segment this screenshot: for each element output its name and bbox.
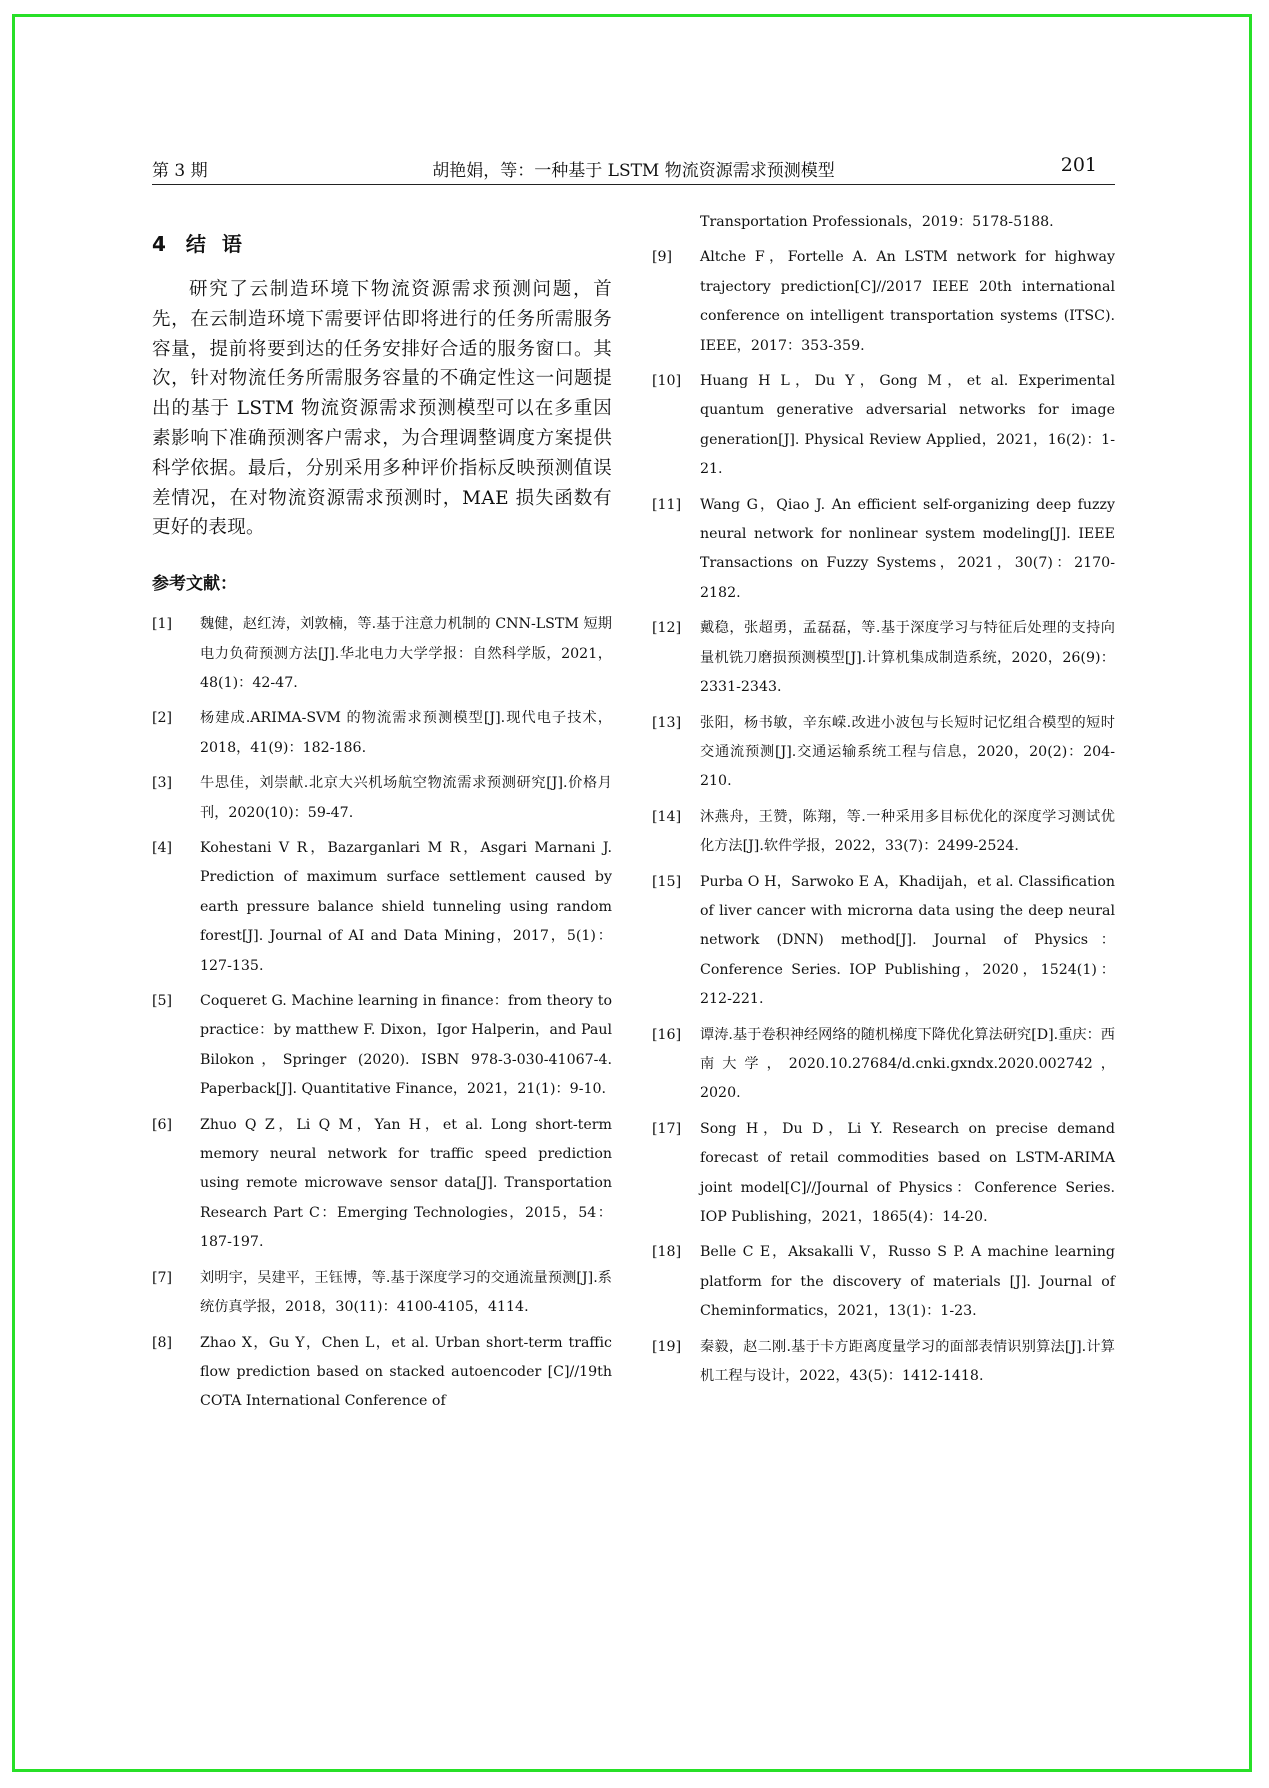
running-title: 胡艳娟，等：一种基于 LSTM 物流资源需求预测模型	[432, 161, 835, 181]
reference-text: 张阳，杨书敏，辛东嵘.改进小波包与长短时记忆组合模型的短时交通流预测[J].交通运输系统工程与信息，2020，20(2)：204-210.	[700, 714, 1115, 790]
reference-text: Zhuo Q Z，Li Q M，Yan H，et al. Long short-term memory neural network for traffic speed prediction using remote microwave sensor data[J]. Transportation Research Part C：Emerging Technologies，2015，54：187-197.	[200, 1116, 612, 1251]
reference-8-continued: Transportation Professionals，2019：5178-5188.	[700, 214, 1054, 230]
reference-item	[652, 491, 1115, 609]
running-header	[152, 150, 1115, 185]
reference-number: [12]	[652, 620, 682, 637]
reference-item	[652, 709, 1115, 797]
reference-text: 魏健，赵红涛，刘敦楠，等.基于注意力机制的 CNN-LSTM 短期电力负荷预测方法[J].华北电力大学学报：自然科学版，2021，48(1)：42-47.	[200, 616, 612, 691]
section-heading	[152, 228, 612, 257]
reference-item	[652, 868, 1115, 1015]
reference-number: [15]	[652, 873, 682, 890]
reference-text: Zhao X，Gu Y，Chen L，et al. Urban short-term traffic flow prediction based on stacked autoencoder [C]//19th COTA International Conference of	[200, 1334, 612, 1410]
reference-text: Purba O H，Sarwoko E A，Khadijah，et al. Classification of liver cancer with microrna data using the deep neural network (DNN) method[J]. Journal of Physics：Conference Series. IOP Publishing，2020，1524(1)：212-221.	[700, 873, 1115, 1008]
issue-number: 第 3 期	[152, 161, 208, 181]
references-list-left	[152, 610, 612, 1417]
references-heading: 参考文献：	[152, 574, 237, 595]
reference-item	[652, 1238, 1115, 1326]
reference-number: [8]	[152, 1334, 173, 1351]
reference-text: 杨建成.ARIMA-SVM 的物流需求预测模型[J].现代电子技术，2018，41(9)：182-186.	[200, 710, 612, 756]
reference-item	[152, 704, 612, 763]
conclusion-paragraph: 研究了云制造环境下物流资源需求预测问题，首先，在云制造环境下需要评估即将进行的任务所需服务容量，提前将要到达的任务安排好合适的服务窗口。其次，针对物流任务所需服务容量的不确定性这一问题提出的基于 LSTM 物流资源需求预测模型可以在多重因素影响下准确预测客户需求，为合理调整调度方案提供科学依据。最后，分别采用多种评价指标反映预测值误差情况，在对物流资源需求预测时，MAE 损失函数有更好的表现。	[152, 279, 612, 539]
reference-item	[152, 1111, 612, 1258]
reference-text: 谭涛.基于卷积神经网络的随机梯度下降优化算法研究[D].重庆：西南大学，2020.10.27684/d.cnki.gxndx.2020.002742，2020.	[700, 1026, 1115, 1102]
reference-number: [16]	[652, 1026, 682, 1043]
reference-text: Coqueret G. Machine learning in finance：from theory to practice：by matthew F. Dixon，Igor Halperin，and Paul Bilokon，Springer (2020). ISBN 978-3-030-41067-4. Paperback[J]. Quantitative Finance，2021，21(1)：9-10.	[200, 993, 612, 1098]
page-number: 201	[1060, 154, 1097, 176]
reference-number: [19]	[652, 1338, 682, 1355]
reference-text: 牛思佳，刘崇献.北京大兴机场航空物流需求预测研究[J].价格月刊，2020(10)：59-47.	[200, 775, 612, 821]
reference-number: [11]	[652, 496, 682, 513]
right-column	[652, 208, 1115, 1397]
reference-number: [13]	[652, 714, 682, 731]
reference-item	[152, 834, 612, 981]
reference-text: 刘明宇，吴建平，王钰博，等.基于深度学习的交通流量预测[J].系统仿真学报，2018，30(11)：4100-4105，4114.	[200, 1269, 612, 1316]
section-title-char-2: 语	[221, 232, 244, 256]
section-number: 4	[152, 232, 168, 256]
reference-number: [6]	[152, 1116, 173, 1133]
reference-number: [17]	[652, 1120, 682, 1137]
reference-item	[652, 367, 1115, 485]
left-column	[152, 224, 612, 1423]
reference-text: Wang G，Qiao J. An efficient self-organizing deep fuzzy neural network for nonlinear system modeling[J]. IEEE Transactions on Fuzzy Systems，2021，30(7)：2170-2182.	[700, 496, 1115, 601]
reference-item	[652, 614, 1115, 702]
reference-number: [10]	[652, 373, 682, 390]
reference-number: [3]	[152, 775, 173, 792]
reference-number: [1]	[152, 616, 173, 633]
reference-item	[152, 610, 612, 698]
section-title-char-1: 结	[185, 232, 208, 256]
reference-text: 戴稳，张超勇，孟磊磊，等.基于深度学习与特征后处理的支持向量机铣刀磨损预测模型[J].计算机集成制造系统，2020，26(9)：2331-2343.	[700, 620, 1115, 696]
reference-number: [9]	[652, 249, 673, 266]
reference-item	[652, 1115, 1115, 1233]
reference-number: [4]	[152, 840, 173, 857]
reference-text: 沐燕舟，王赞，陈翔，等.一种采用多目标优化的深度学习测试优化方法[J].软件学报，2022，33(7)：2499-2524.	[700, 808, 1115, 855]
references-list-right	[652, 243, 1115, 1391]
reference-number: [18]	[652, 1244, 682, 1261]
reference-item	[652, 803, 1115, 862]
reference-text: 秦毅，赵二刚.基于卡方距离度量学习的面部表情识别算法[J].计算机工程与设计，2022，43(5)：1412-1418.	[700, 1338, 1115, 1385]
reference-item	[152, 1329, 612, 1417]
reference-item	[652, 1021, 1115, 1109]
reference-item	[152, 769, 612, 828]
reference-number: [14]	[652, 808, 682, 825]
reference-text: Song H，Du D，Li Y. Research on precise demand forecast of retail commodities based on LSTM-ARIMA joint model[C]//Journal of Physics：Conference Series. IOP Publishing，2021，1865(4)：14-20.	[700, 1120, 1115, 1225]
reference-item	[152, 1264, 612, 1323]
reference-item	[152, 987, 612, 1105]
reference-item	[652, 243, 1115, 361]
reference-number: [7]	[152, 1269, 173, 1286]
reference-text: Huang H L，Du Y，Gong M，et al. Experimental quantum generative adversarial networks for image generation[J]. Physical Review Applied，2021，16(2)：1-21.	[700, 373, 1115, 478]
reference-text: Kohestani V R，Bazarganlari M R，Asgari Marnani J. Prediction of maximum surface settlement caused by earth pressure balance shield tunneling using random forest[J]. Journal of AI and Data Mining，2017，5(1)：127-135.	[200, 840, 612, 974]
reference-item	[652, 1333, 1115, 1392]
reference-number: [5]	[152, 993, 173, 1010]
reference-text: Belle C E，Aksakalli V，Russo S P. A machine learning platform for the discovery of materials [J]. Journal of Cheminformatics，2021，13(1)：1-23.	[700, 1244, 1115, 1320]
reference-text: Altche F，Fortelle A. An LSTM network for highway trajectory prediction[C]//2017 IEEE 20th international conference on intelligent transportation systems (ITSC). IEEE，2017：353-359.	[700, 249, 1115, 354]
reference-number: [2]	[152, 710, 173, 727]
